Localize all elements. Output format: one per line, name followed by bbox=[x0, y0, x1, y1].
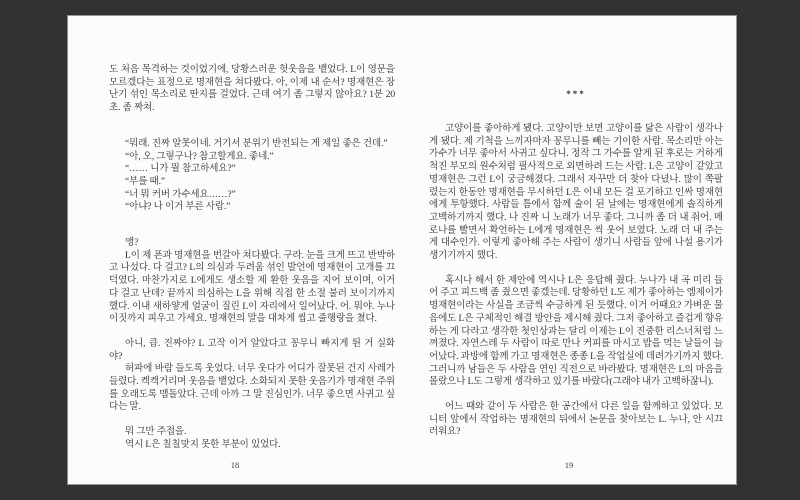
paragraph: 아니, 큽. 진짜야? L 고작 이거 알았다고 꽁무니 빠지게 튄 거 실화야? bbox=[109, 338, 395, 362]
paragraph: “아냐? 나 이거 부른 사람.” bbox=[125, 202, 231, 213]
left-page-text bbox=[109, 64, 395, 452]
section-divider: *** bbox=[566, 89, 586, 99]
paragraph: 뭐 그만 주접을. bbox=[125, 427, 187, 438]
paragraph: L이 제 폰과 명재현을 번갈아 쳐다봤다. 구라. 눈을 크게 뜨고 반박하고 나섰다. 다 걸고? L의 의심과 두려움 섞인 발언에 명재현이 고개를 끄덕였다. 마찬가지로 L에게도 생소할 제 환한 웃음을 지어 보이며, 이거 다 걸고 난데? 끝까지 의심하는 L을 위해 직접 한 소절 불러 보이기까지 했다. 이내 새하얗게 얼굴이 질린 L이 자리에서 일어났다. 어. 뭐야. 누나 이짓까지 피우고 가세요. 명재현의 말을 대차게 씹고 줄행랑을 쳤다. bbox=[109, 250, 395, 325]
page-left bbox=[68, 16, 402, 484]
paragraph: 역시 L은 칠칠맞지 못한 부분이 있었다. bbox=[125, 439, 281, 450]
paragraph: “너 뭐 커버 가수세요……?” bbox=[125, 189, 236, 200]
right-page-text bbox=[429, 123, 723, 439]
paragraph: 어느 때와 같이 두 사람은 한 공간에서 다른 일을 함께하고 있었다. 모니터 앞에서 작업하는 명재현의 뒤에서 논문을 찾아보는 L. 누나, 안 시끄러워요? bbox=[429, 402, 723, 438]
paragraph: 앵? bbox=[125, 238, 139, 249]
page-number-left: 18 bbox=[230, 460, 240, 470]
paragraph: 도 처음 목격하는 것이었기에, 당황스러운 헛웃음을 뱉었다. L이 영문을 모르겠다는 표정으로 명재현을 쳐다봤다. 아, 이제 내 순서? 명재현은 장난기 섞인 목소리로 딴지를 걸었다. 근데 여기 좀 그렇지 않아요? 1분 20초. 좀 짜쳐. bbox=[109, 65, 395, 114]
paragraph: 고양이를 좋아하게 됐다. 고양이만 보면 고양이를 닮은 사람이 생각나게 됐다. 제 기척을 느끼자마자 꽁무니를 빼는 기이한 사람. 목소리만 아는 가수가 너무 좋아서 사귀고 싶다니. 정작 그 가수를 알게 된 후로는 거하게 척진 부모의 원수처럼 필사적으로 외면하려 드는 사람. L은 고양이 같았고 명재현은 그런 L이 궁금해졌다. 그래서 자꾸만 더 찾아 다녔나. 많이 쪽팔렸는지 한동안 명재현을 무시하던 L은 이내 모든 걸 포기하고 인싸 명재현에게 투항했다. 사람들 틈에서 함께 술이 된 날에는 명재현에게 솔직하게 고백하기까지 했다. 나 진짜 니 노래가 너무 좋다. 그니까 좀 더 내 줘어. 메로나를 빨면서 확언하는 L에게 명재현은 씩 웃어 보였다. 노래 더 내 주는 게 대수인가. 이렇게 좋아해 주는 사람이 생기니 사람들 앞에 나설 용기가 생기기까지 했다. bbox=[429, 124, 723, 262]
paragraph: 혹시나 해서 한 제안에 역시나 L은 응답해 줬다. 누나가 내 곡 미리 들어 주고 피드백 좀 줬으면 좋겠는데. 당황하던 L도 제가 좋아하는 엠제이가 명재현이라는 사실을 조금씩 수긍하게 된 듯했다. 이거 어때요? 가벼운 물음에도 L은 구체적인 해결 방안을 제시해 줬다. 그저 좋아하고 즐겁게 향유하는 게 다라고 생각한 첫인상과는 달리 이제는 L이 진중한 리스너처럼 느껴졌다. 자연스레 두 사람이 따로 만나 커피를 마시고 밥을 먹는 날들이 늘어났다. 과방에 함께 가고 명재현은 종종 L을 작업실에 데려가기까지 했다. 그러니까 남들은 두 사람을 연인 직전으로 바라봤다. 명재현은 L의 마음을 몰랐으나 L도 그렇게 생각하고 있기를 바랐다(그래야 내가 고백하잖니). bbox=[429, 275, 723, 388]
paragraph: 허파에 바람 들도록 웃었다. 너무 웃다가 어디가 잘못된 건지 사레가 들렸다. 켁켁거리며 웃음을 뱉었다. 소화되지 못한 웃음기가 명재현 주위를 오래도록 맴돌았다. 근데 아까 그 말 진심인가. 너무 좋으면 사귀고 싶다는 말. bbox=[109, 364, 395, 413]
book-spread bbox=[67, 15, 737, 485]
paragraph: “아, 오, 그렇구나? 참고할게요. 좋네.” bbox=[125, 151, 274, 162]
paragraph: “…… 니가 뭘 참고하세요?” bbox=[125, 164, 236, 175]
paragraph: “부를 때.” bbox=[125, 176, 166, 187]
paragraph: “뭐래. 진짜 알못이네. 거기서 분위기 반전되는 게 제일 좋은 건데.” bbox=[125, 138, 388, 149]
page-right bbox=[402, 16, 736, 484]
page-number-right: 19 bbox=[564, 460, 574, 470]
